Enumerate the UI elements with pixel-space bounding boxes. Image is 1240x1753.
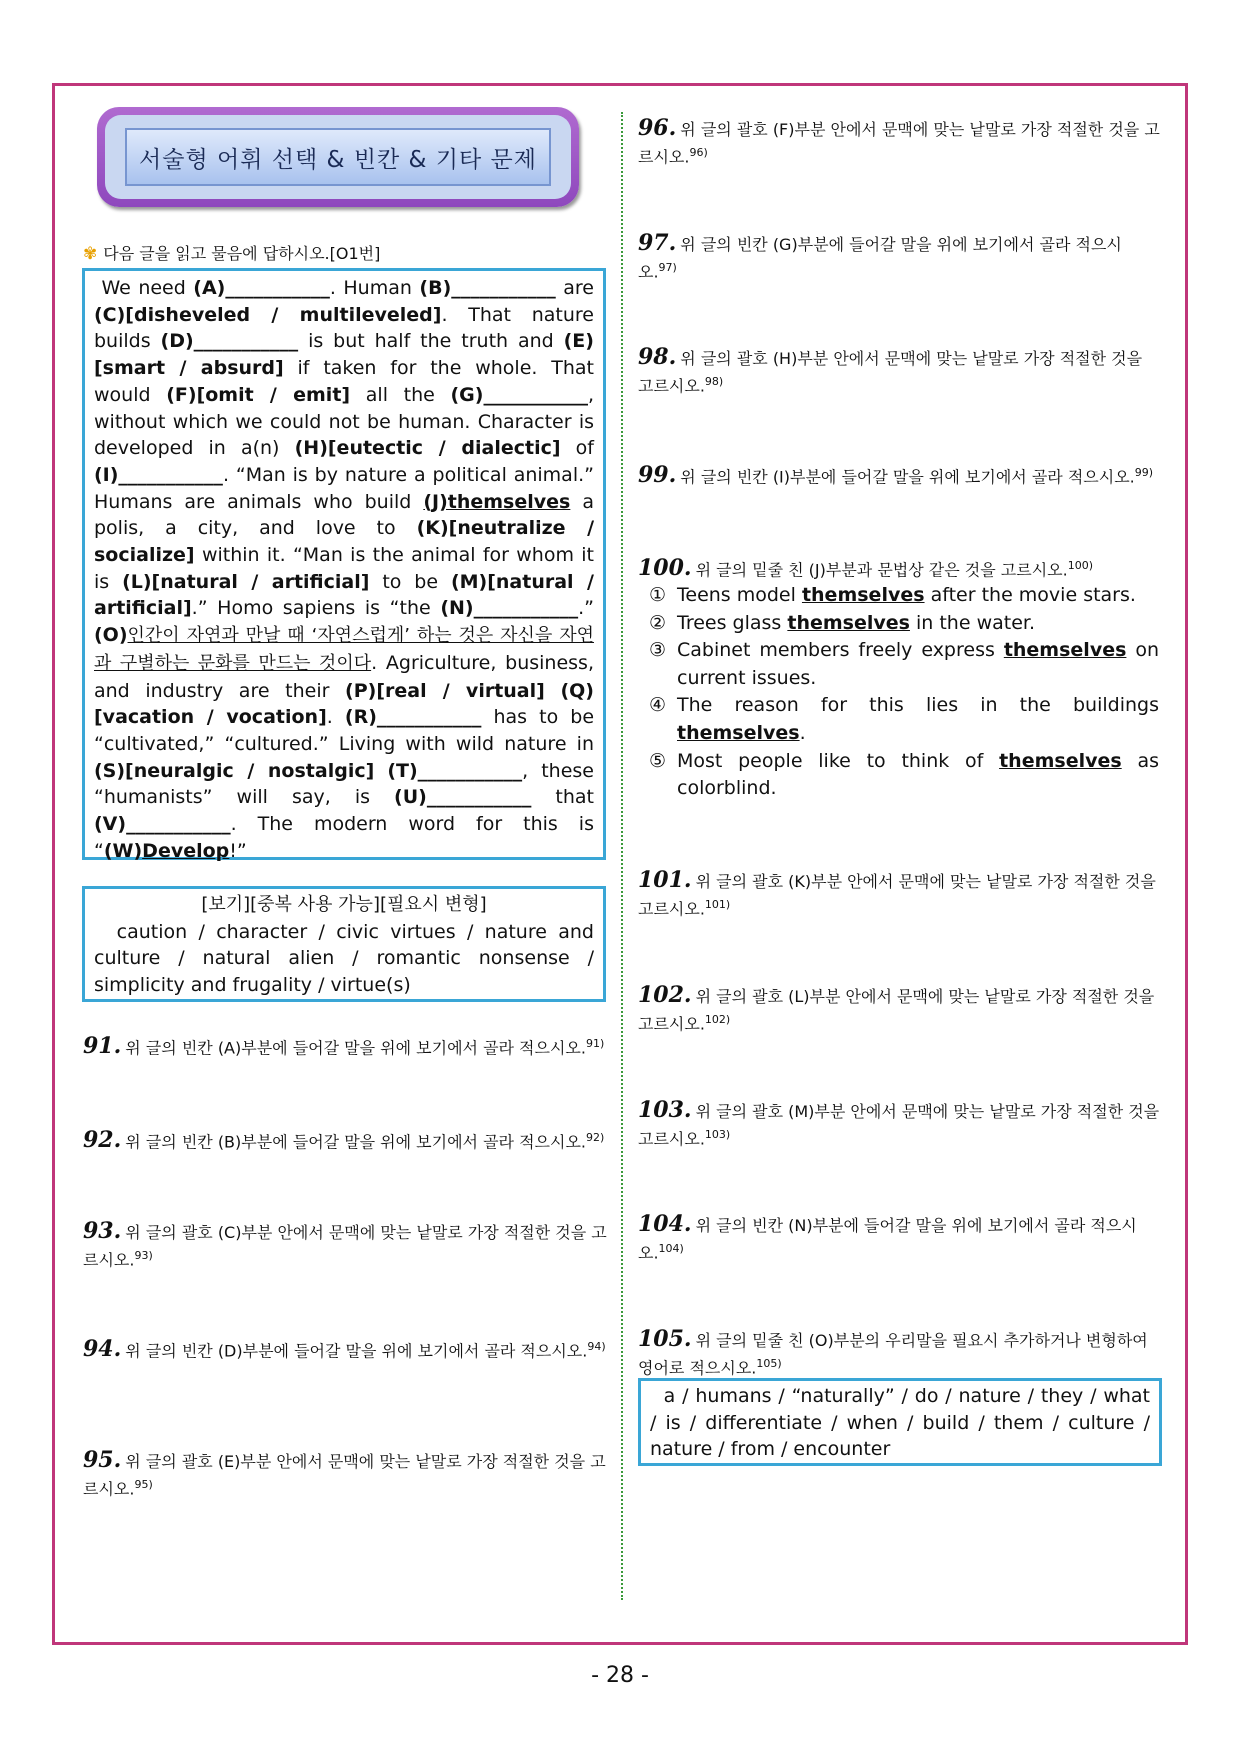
choice-k: (K)[neutralize / socialize]: [94, 517, 595, 567]
option-underlined: themselves: [999, 749, 1122, 772]
p-text: .” Homo sapiens is “the: [191, 597, 431, 620]
word-bank-content: [94, 919, 594, 999]
p-text: . Agriculture, business, and industry are their: [94, 651, 594, 702]
question-text: 위 글의 괄호 (F)부분 안에서 문맥에 맞는 낱말로 가장 적절한 것을 고르시오.: [638, 120, 1160, 167]
option-mark: ⑤: [649, 749, 667, 772]
p-text: . Human: [329, 277, 412, 299]
p-text: to be: [382, 570, 439, 593]
question-99: [638, 461, 1160, 488]
p-text: are: [563, 277, 594, 299]
choice-m: (M)[natural / artificial]: [94, 570, 594, 620]
question-93: [83, 1220, 608, 1271]
option-5[interactable]: [649, 748, 1159, 803]
question-text: 위 글의 괄호 (L)부분 안에서 문맥에 맞는 낱말로 가장 적절한 것을 고르시오.: [638, 987, 1155, 1034]
question-number: 92.: [83, 1127, 122, 1154]
option-text: after the movie stars.: [930, 584, 1136, 606]
question-102: [638, 984, 1160, 1035]
p-text: !”: [229, 839, 247, 862]
question-text: 위 글의 빈칸 (B)부분에 들어갈 말을 위에 보기에서 골라 적으시오.: [125, 1132, 587, 1152]
question-104: [638, 1213, 1160, 1264]
page-number: - 28 -: [591, 1663, 649, 1688]
column-divider: [621, 112, 623, 1600]
blank-i: (I)___________: [94, 463, 223, 486]
blank-r: (R)___________: [344, 706, 482, 729]
option-mark: ③: [649, 639, 667, 662]
question-95: [83, 1449, 608, 1500]
question-text: 위 글의 괄호 (H)부분 안에서 문맥에 맞는 낱말로 가장 적절한 것을 고르시오.: [638, 349, 1143, 396]
question-ref: 100): [1067, 559, 1093, 572]
question-text: 위 글의 빈칸 (I)부분에 들어갈 말을 위에 보기에서 골라 적으시오.: [680, 467, 1135, 487]
title-banner: [97, 107, 579, 207]
option-mark: ④: [649, 694, 667, 717]
choice-l: (L)[natural / artificial]: [122, 570, 370, 593]
option-underlined: themselves: [787, 611, 910, 634]
question-ref: 97): [658, 261, 677, 274]
question-96: [638, 117, 1160, 168]
choice-s: (S)[neuralgic / nostalgic]: [94, 759, 375, 782]
question-ref: 104): [658, 1242, 684, 1255]
p-text: if taken for the whole. That would: [94, 357, 594, 406]
question-text: 위 글의 괄호 (E)부분 안에서 문맥에 맞는 낱말로 가장 적절한 것을 고르시오.: [83, 1452, 606, 1499]
options-100: [649, 582, 1159, 803]
question-100: [638, 554, 1160, 581]
p-text: , these “humanists” will say, is: [94, 759, 594, 809]
word-bank-text: caution / character / civic virtues / nature and culture / natural alien / romantic nonsense / simplicity and frugality / virtue(s): [94, 920, 594, 996]
question-text: 위 글의 밑줄 친 (O)부분의 우리말을 필요시 추가하거나 변형하여 영어로 적으시오.: [638, 1331, 1148, 1378]
question-number: 91.: [83, 1033, 122, 1060]
question-94: [83, 1335, 608, 1362]
question-ref: 93): [134, 1249, 153, 1262]
blank-a: (A)___________: [193, 277, 330, 299]
word-bank-title: [보기][중복 사용 가능][필요시 변형]: [201, 894, 487, 915]
question-105: [638, 1328, 1160, 1379]
page-title: 서술형 어휘 선택 & 빈칸 & 기타 문제: [125, 128, 551, 186]
blank-t: (T)___________: [387, 759, 523, 782]
flower-icon: ✾: [83, 244, 98, 264]
question-text: 위 글의 괄호 (C)부분 안에서 문맥에 맞는 낱말로 가장 적절한 것을 고르시오.: [83, 1223, 607, 1270]
p-text: . The modern word for this is “: [94, 813, 594, 862]
question-number: 95.: [83, 1447, 122, 1473]
word-box-text: a / humans / “naturally” / do / nature / they / what / is / differentiate / when / build / them / culture / nature / from / encounter: [650, 1385, 1150, 1460]
question-text: 위 글의 빈칸 (A)부분에 들어갈 말을 위에 보기에서 골라 적으시오.: [125, 1038, 586, 1058]
p-text: of: [575, 437, 594, 460]
choice-h: (H)[eutectic / dialectic]: [294, 437, 561, 460]
blank-d: (D)___________: [160, 330, 299, 353]
question-ref: 94): [587, 1340, 606, 1353]
option-text: on current issues.: [677, 639, 1159, 689]
option-underlined: themselves: [1003, 639, 1127, 662]
question-number: 101.: [638, 867, 692, 893]
p-text: has to be “cultivated,” “cultured.” Living with wild nature in: [94, 706, 595, 755]
option-text: Cabinet members freely express: [677, 639, 995, 662]
instruction-text: 다음 글을 읽고 물음에 답하시오.[O1번]: [103, 244, 381, 263]
question-ref: 98): [704, 375, 724, 388]
p-text: all the: [365, 383, 435, 406]
question-ref: 95): [134, 1478, 153, 1491]
p-text: is but half the truth and: [308, 330, 554, 353]
question-number: 97.: [638, 230, 677, 256]
choice-q: (Q)[vacation / vocation]: [94, 679, 594, 729]
p-text: a polis, a city, and love to: [94, 490, 595, 540]
question-ref: 92): [586, 1131, 605, 1144]
p-text: . “Man is by nature a political animal.” Humans are animals who build: [94, 463, 594, 513]
p-text: that: [555, 786, 594, 809]
choice-f: (F)[omit / emit]: [166, 383, 351, 406]
option-text: as colorblind.: [677, 749, 1159, 800]
blank-g: (G)___________: [450, 383, 588, 406]
option-2[interactable]: [649, 610, 1159, 638]
option-text: The reason for this lies in the buildings: [677, 694, 1159, 717]
question-text: 위 글의 빈칸 (D)부분에 들어갈 말을 위에 보기에서 골라 적으시오.: [125, 1341, 588, 1361]
option-4[interactable]: [649, 692, 1159, 747]
question-ref: 105): [756, 1357, 782, 1370]
question-ref: 103): [704, 1128, 731, 1141]
question-number: 100.: [638, 555, 692, 582]
p-text: .”: [578, 597, 594, 620]
question-number: 94.: [83, 1336, 122, 1363]
question-97: [638, 232, 1160, 283]
option-mark: ①: [649, 584, 667, 606]
question-number: 99.: [638, 462, 677, 489]
option-text: in the water.: [916, 611, 1036, 634]
blank-n: (N)___________: [440, 597, 579, 620]
question-number: 98.: [638, 344, 677, 370]
question-number: 105.: [638, 1326, 692, 1352]
question-number: 93.: [83, 1218, 122, 1244]
underline-w: Develop: [142, 839, 230, 862]
option-1[interactable]: [649, 582, 1159, 610]
option-underlined: themselves: [801, 584, 925, 606]
question-text: 위 글의 빈칸 (G)부분에 들어갈 말을 위에 보기에서 골라 적으시오.: [638, 235, 1122, 282]
p-text: .: [326, 706, 333, 729]
question-91: [83, 1032, 608, 1059]
question-ref: 96): [689, 146, 708, 159]
question-ref: 102): [704, 1013, 731, 1026]
option-underlined: themselves: [677, 721, 800, 744]
option-mark: ②: [649, 611, 667, 634]
blank-v: (V)___________: [94, 813, 231, 836]
p-text: , without which we could not be human. Character is developed in a(n): [94, 383, 595, 460]
option-text: Trees glass: [677, 611, 782, 634]
question-text: 위 글의 밑줄 친 (J)부분과 문법상 같은 것을 고르시오.: [695, 560, 1068, 580]
question-ref: 91): [585, 1037, 605, 1050]
option-text: Teens model: [677, 584, 796, 606]
question-ref: 99): [1134, 466, 1154, 479]
choice-p: (P)[real / virtual]: [345, 679, 545, 702]
word-box-105: [638, 1378, 1162, 1466]
option-3[interactable]: [649, 637, 1159, 692]
instruction: [83, 241, 380, 264]
question-101: [638, 869, 1160, 920]
passage-box: [82, 268, 606, 860]
title-banner-mid: [105, 115, 571, 199]
p-text: within it. “Man is the animal for whom it is: [94, 544, 594, 593]
question-number: 104.: [638, 1211, 692, 1237]
question-92: [83, 1126, 608, 1153]
p-text: . That nature builds: [94, 303, 594, 353]
question-103: [638, 1099, 1160, 1150]
question-number: 103.: [638, 1097, 692, 1123]
question-text: 위 글의 괄호 (M)부분 안에서 문맥에 맞는 낱말로 가장 적절한 것을 고르시오.: [638, 1102, 1160, 1149]
label-w: (W): [103, 839, 143, 862]
p-text: We need: [101, 277, 186, 299]
question-number: 102.: [638, 982, 692, 1008]
question-98: [638, 346, 1160, 397]
word-bank-box: [82, 886, 606, 1002]
underline-o-korean: 인간이 자연과 만날 때 ‘자연스럽게’ 하는 것은 자신을 자연과 구별하는 문화를 만드는 것이다: [94, 625, 594, 674]
question-ref: 101): [704, 898, 731, 911]
question-text: 위 글의 빈칸 (N)부분에 들어갈 말을 위에 보기에서 골라 적으시오.: [638, 1216, 1137, 1263]
label-o: (O): [94, 624, 128, 647]
underline-j: (J)themselves: [423, 490, 571, 513]
option-text: Most people like to think of: [677, 749, 984, 772]
choice-c: (C)[disheveled / multileveled]: [94, 303, 442, 326]
blank-b: (B)___________: [419, 277, 556, 299]
question-number: 96.: [638, 115, 677, 141]
option-text: .: [799, 721, 806, 744]
blank-u: (U)___________: [394, 786, 532, 809]
question-text: 위 글의 괄호 (K)부분 안에서 문맥에 맞는 낱말로 가장 적절한 것을 고르시오.: [638, 872, 1156, 919]
choice-e: (E)[smart / absurd]: [94, 330, 594, 380]
